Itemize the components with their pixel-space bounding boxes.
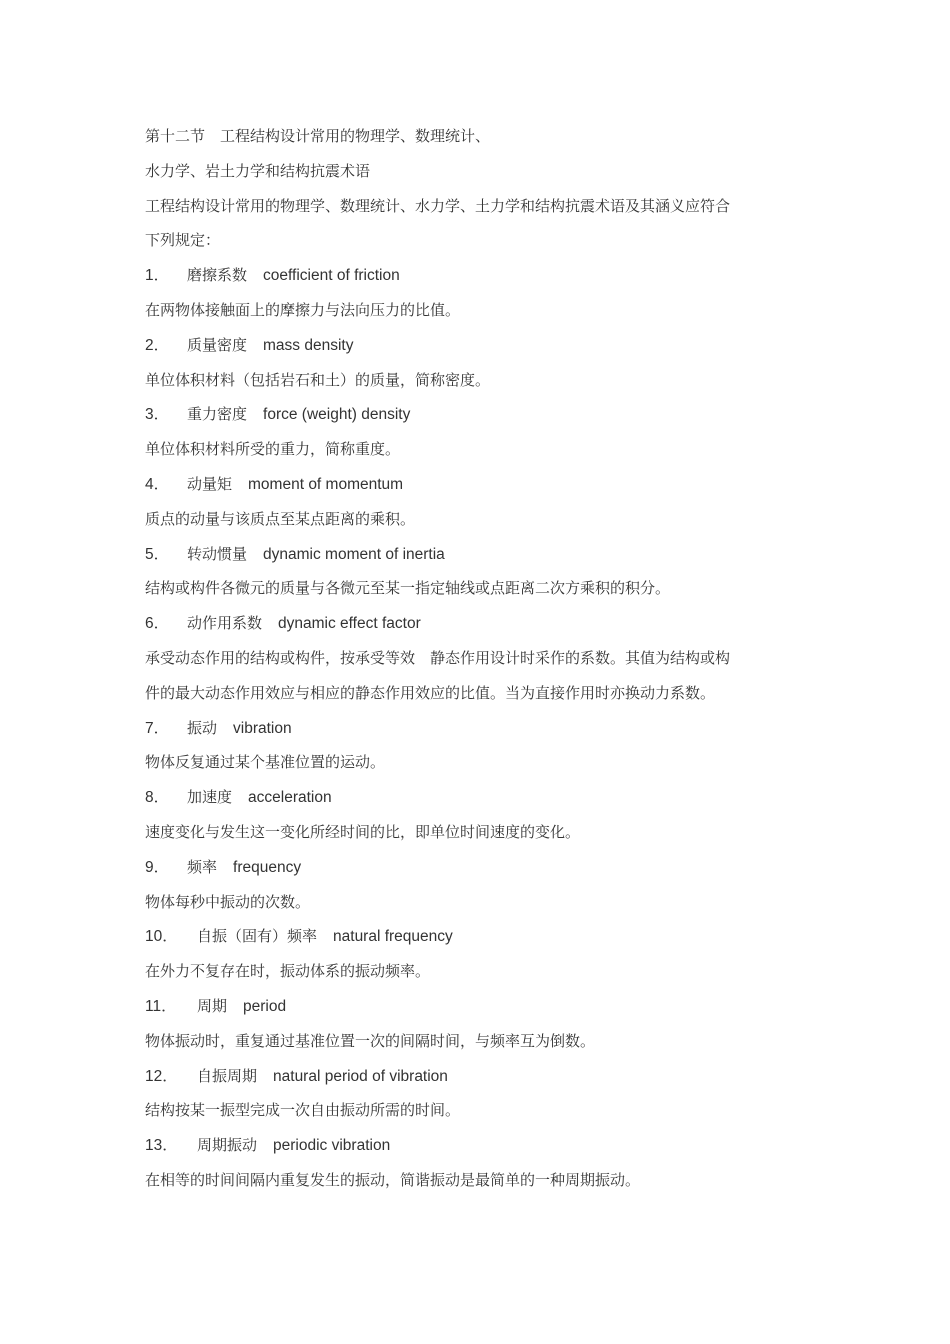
section-heading-line-2: 水力学、岩土力学和结构抗震术语 xyxy=(145,161,371,180)
term-chinese-name: 振动 xyxy=(187,718,218,737)
term-heading xyxy=(145,919,815,954)
term-chinese-name: 频率 xyxy=(187,857,218,876)
term-number: 4． xyxy=(145,475,170,493)
term-chinese-name: 自振周期 xyxy=(197,1066,258,1085)
term-chinese-name: 周期振动 xyxy=(197,1136,258,1155)
term-heading xyxy=(145,258,815,293)
term-definition: 质点的动量与该质点至某点距离的乘积。 xyxy=(145,509,416,528)
term-chinese-name: 动量矩 xyxy=(187,474,233,493)
term-number: 8． xyxy=(145,789,170,807)
term-number: 7． xyxy=(145,719,170,737)
term-chinese-name: 自振（固有）频率 xyxy=(197,927,318,946)
term-entry xyxy=(145,467,815,537)
term-english-name: natural frequency xyxy=(333,928,453,946)
term-entry xyxy=(145,328,815,398)
term-english-name: force (weight) density xyxy=(263,406,411,424)
term-entry xyxy=(145,780,815,850)
term-chinese-name: 转动惯量 xyxy=(187,544,248,563)
term-english-name: mass density xyxy=(263,336,354,354)
term-number: 6． xyxy=(145,615,170,633)
term-number: 1． xyxy=(145,267,170,285)
term-chinese-name: 动作用系数 xyxy=(187,614,263,633)
term-entry xyxy=(145,919,815,989)
term-english-name: natural period of vibration xyxy=(273,1067,448,1085)
term-heading xyxy=(145,989,815,1024)
term-entry xyxy=(145,606,815,710)
term-heading xyxy=(145,1128,815,1163)
term-number: 10． xyxy=(145,928,178,946)
section-heading-line-1: 第十二节 工程结构设计常用的物理学、数理统计、 xyxy=(145,127,491,145)
term-heading xyxy=(145,780,815,815)
term-definition: 在外力不复存在时，振动体系的振动频率。 xyxy=(145,962,431,981)
term-english-name: dynamic moment of inertia xyxy=(263,545,445,563)
term-english-name: periodic vibration xyxy=(273,1137,391,1155)
term-heading xyxy=(145,606,815,641)
term-entry xyxy=(145,1128,815,1198)
term-definition: 在两物体接触面上的摩擦力与法向压力的比值。 xyxy=(145,300,461,319)
term-english-name: moment of momentum xyxy=(248,475,404,493)
term-heading xyxy=(145,850,815,885)
term-english-name: vibration xyxy=(233,719,292,737)
term-entry xyxy=(145,537,815,607)
term-entry xyxy=(145,711,815,781)
term-english-name: frequency xyxy=(233,858,302,876)
term-number: 2． xyxy=(145,336,170,354)
term-number: 3． xyxy=(145,406,170,424)
term-definition: 结构按某一振型完成一次自由振动所需的时间。 xyxy=(145,1101,461,1120)
term-chinese-name: 加速度 xyxy=(187,788,233,807)
term-definition: 物体反复通过某个基准位置的运动。 xyxy=(145,753,386,772)
term-definition: 承受动态作用的结构或构件，按承受等效 静态作用设计时采作的系数。其值为结构或构 xyxy=(145,648,731,667)
term-number: 13． xyxy=(145,1137,178,1155)
term-number: 5． xyxy=(145,545,170,563)
term-definition: 单位体积材料（包括岩石和土）的质量，简称密度。 xyxy=(145,370,491,389)
term-definition: 物体每秒中振动的次数。 xyxy=(145,892,311,911)
intro-paragraph-line-2: 下列规定： xyxy=(145,231,221,250)
term-heading xyxy=(145,328,815,363)
term-english-name: coefficient of friction xyxy=(263,267,400,285)
term-definition: 件的最大动态作用效应与相应的静态作用效应的比值。当为直接作用时亦换动力系数。 xyxy=(145,683,716,702)
term-definition: 结构或构件各微元的质量与各微元至某一指定轴线或点距离二次方乘积的积分。 xyxy=(145,579,671,598)
term-definition: 速度变化与发生这一变化所经时间的比，即单位时间速度的变化。 xyxy=(145,822,581,841)
term-entry xyxy=(145,1059,815,1129)
term-definition: 在相等的时间间隔内重复发生的振动，简谐振动是最简单的一种周期振动。 xyxy=(145,1170,641,1189)
term-entry xyxy=(145,989,815,1059)
term-number: 11． xyxy=(145,997,177,1015)
term-chinese-name: 重力密度 xyxy=(187,405,248,424)
term-definition: 物体振动时，重复通过基准位置一次的间隔时间，与频率互为倒数。 xyxy=(145,1031,596,1050)
term-entry xyxy=(145,397,815,467)
term-english-name: dynamic effect factor xyxy=(278,615,421,633)
document-body xyxy=(145,119,815,1198)
term-number: 12． xyxy=(145,1067,178,1085)
term-definition: 单位体积材料所受的重力，简称重度。 xyxy=(145,440,401,459)
intro-paragraph-line-1: 工程结构设计常用的物理学、数理统计、水力学、土力学和结构抗震术语及其涵义应符合 xyxy=(145,196,731,215)
term-heading xyxy=(145,711,815,746)
term-chinese-name: 磨擦系数 xyxy=(187,266,248,285)
term-entry xyxy=(145,258,815,328)
term-heading xyxy=(145,397,815,432)
term-number: 9． xyxy=(145,858,170,876)
term-heading xyxy=(145,1059,815,1094)
term-chinese-name: 周期 xyxy=(197,996,228,1015)
term-entry xyxy=(145,850,815,920)
term-english-name: acceleration xyxy=(248,789,332,807)
term-chinese-name: 质量密度 xyxy=(187,335,248,354)
term-heading xyxy=(145,467,815,502)
term-heading xyxy=(145,537,815,572)
terms-list xyxy=(145,258,815,1198)
term-english-name: period xyxy=(243,997,287,1015)
